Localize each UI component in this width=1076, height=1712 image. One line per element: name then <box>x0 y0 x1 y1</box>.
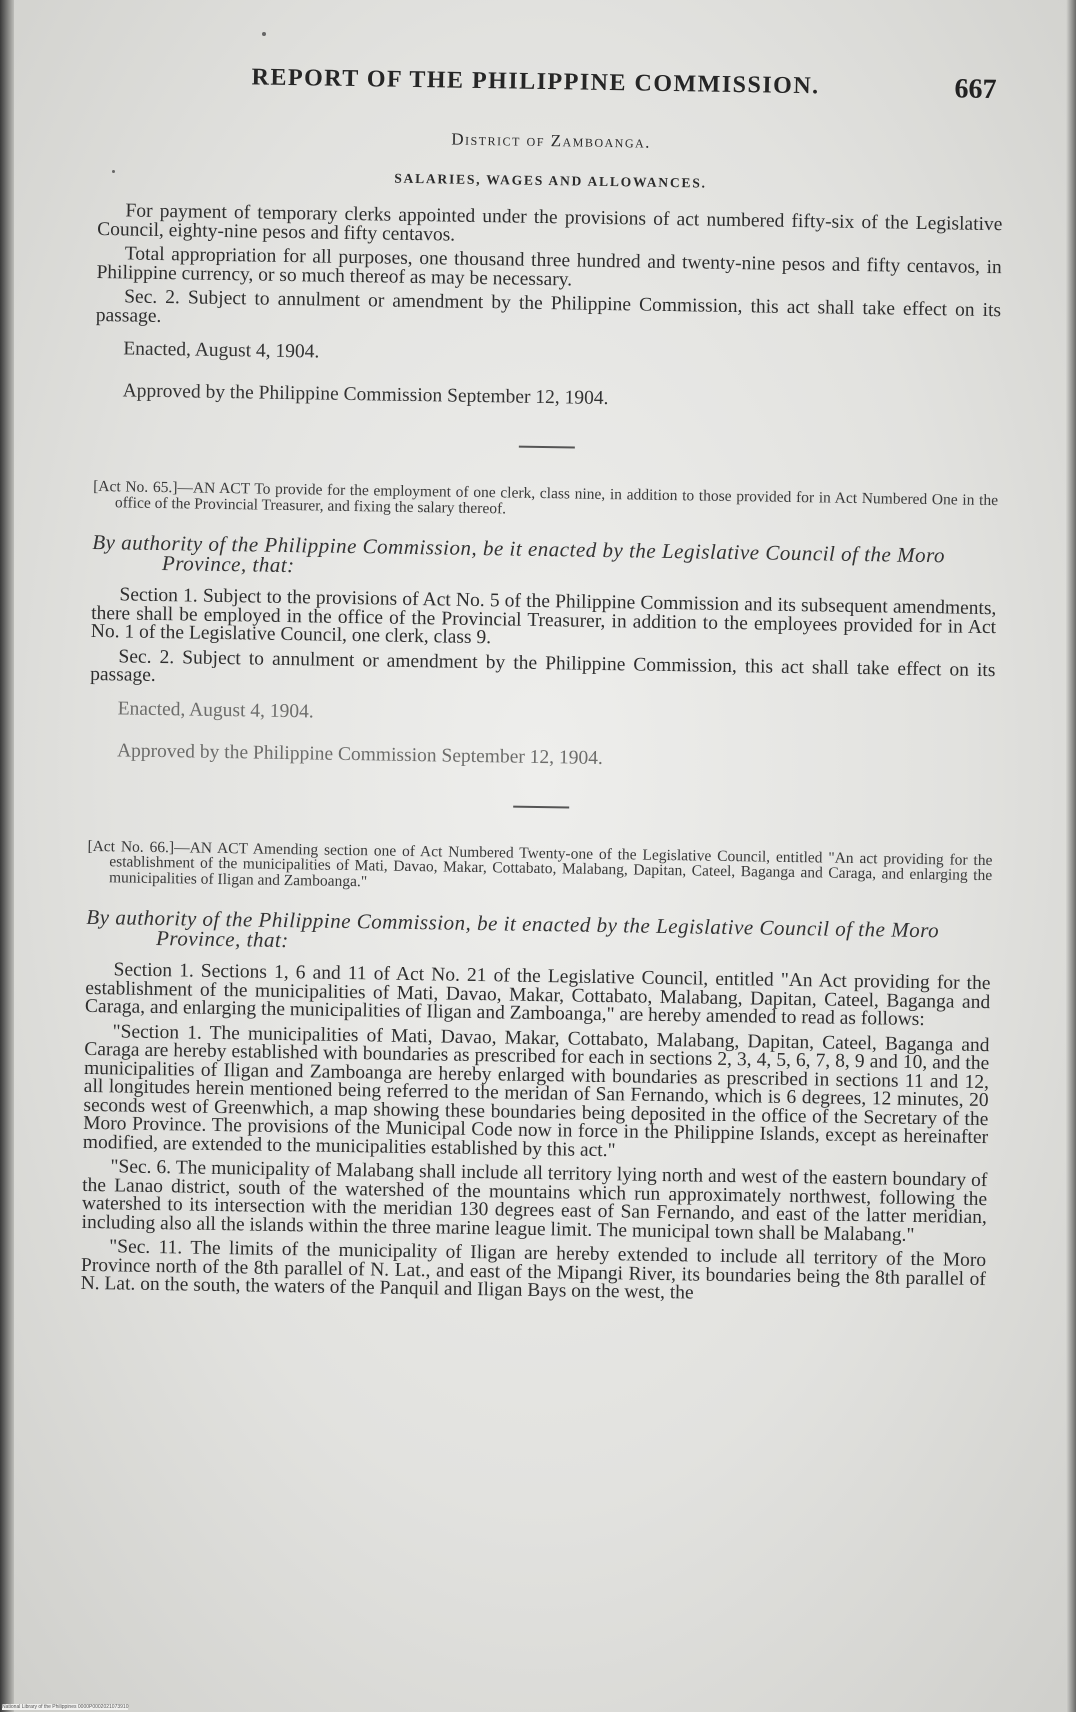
district-heading: District of Zamboanga. <box>451 129 652 152</box>
act-65-enacting-clause: By authority of the Philippine Commission, be it enacted by the Legislative Council of the Moro Province, that: <box>92 529 946 578</box>
scan-speck <box>262 32 266 36</box>
section-divider <box>518 446 574 449</box>
act-66-heading: [Act No. 66.]—AN ACT Amending section one of Act Numbered Twenty-one of the Legislative Council, entitled "An act providing for the establishment of the municipalities of Mati, Davao, Makar, Cottabato, Malabang, Dapitan, Cateel, Baganga and Caraga, and enlarging the municipalities of Iligan and Zamboanga." <box>87 837 993 890</box>
act-65-section-2: Sec. 2. Subject to annulment or amendment by the Philippine Commission, this act shall take effect on its passage. <box>90 645 996 686</box>
running-title: REPORT OF THE PHILIPPINE COMMISSION. <box>251 64 820 100</box>
page-edge-shadow <box>1066 0 1076 1712</box>
act-66-enacting-clause: By authority of the Philippine Commission, be it enacted by the Legislative Council of the Moro Province, that: <box>86 904 940 953</box>
section-divider <box>513 805 569 808</box>
library-footer: National Library of the Philippines 0000P0002021073910 <box>2 1704 129 1710</box>
page-content <box>80 52 1004 1308</box>
act-65-heading: [Act No. 65.]—AN ACT To provide for the employment of one clerk, class nine, in addition to those provided for in Act Numbered One in the office of the Provincial Treasurer, and fixing the salary thereof. <box>93 477 999 517</box>
act-65-section-1: Section 1. Subject to the provisions of Act No. 5 of the Philippine Commission and its subsequent amendments, there shall be employed in the office of the Provincial Treasurer, in addition to the employees provided for in Act No. 1 of the Legislative Council, one clerk, class 9. <box>90 584 997 649</box>
page-number: 667 <box>954 73 997 106</box>
act-66-quoted-section-6: "Sec. 6. The municipality of Malabang shall include all territory lying north and west of the eastern boundary of the Lanao district, south of the watershed of the mountains which run approximately northwest, following the watershed to its intersection with the meridian 130 degrees east of San Fernando, and east of the latter meridian, including also all the islands within the three marine league limit. The municipal town shall be Malabang." <box>81 1156 988 1246</box>
approved-line: Approved by the Philippine Commission September 12, 1904. <box>122 380 609 410</box>
paragraph-total-appropriation: Total appropriation for all purposes, one thousand three hundred and twenty-nine pesos and fifty centavos, in Philippine currency, or so much thereof as may be necessary. <box>96 243 1002 290</box>
act-66-quoted-section-1: "Section 1. The municipalities of Mati, Davao, Makar, Cottabato, Malabang, Dapitan, Cateel, Baganga and Caraga are hereby established with boundaries as prescribed for each in sections 2, 3, 4, 5, 6, 7, 8, 9 and 10, and the municipalities of Iligan and Zamboanga are hereby enlarged with boundaries as prescribed in sections 11 and 12, all longitudes herein mentioned being referred to the meridan of San Fernando, which is 6 degrees, 12 minutes, 20 seconds west of Greenwhich, a map showing these boundaries being deposited in the office of the Secretary of the Moro Province. The provisions of the Municipal Code now in force in the Philippine Islands, except as hereinafter modified, are extended to the municipalities established by this act." <box>82 1020 990 1161</box>
act-65-approved-line: Approved by the Philippine Commission September 12, 1904. <box>116 739 603 769</box>
page-binding-shadow <box>0 0 14 1712</box>
section-heading: SALARIES, WAGES AND ALLOWANCES. <box>394 170 707 191</box>
enacted-line: Enacted, August 4, 1904. <box>123 338 320 363</box>
paragraph-temporary-clerks: For payment of temporary clerks appointed under the provisions of act numbered fifty-six of the Legislative Council, eighty-nine pesos and fifty centavos. <box>97 200 1003 246</box>
act-65-enacted-line: Enacted, August 4, 1904. <box>117 697 314 722</box>
act-66-section-1: Section 1. Sections 1, 6 and 11 of Act No. 21 of the Legislative Council, entitled "An Act providing for the establishment of the municipalities of Mati, Davao, Makar, Cottabato, Malabang, Dapitan, Cateel, Baganga and Caraga, and enlarging the municipalities of Iligan and Zamboanga," are hereby amended to read as follows: <box>84 959 991 1031</box>
paragraph-sec-2: Sec. 2. Subject to annulment or amendment by the Philippine Commission, this act shall take effect on its passage. <box>95 286 1002 327</box>
act-66-quoted-section-11: "Sec. 11. The limits of the municipality of Iligan are hereby extended to include all territory of the Moro Province north of the 8th parallel of N. Lat., and east of the Mipangi River, its boundaries being the 8th parallel of N. Lat. on the south, the waters of the Panquil and Iligan Bays on the west, the <box>80 1236 987 1304</box>
running-head <box>99 52 1005 120</box>
